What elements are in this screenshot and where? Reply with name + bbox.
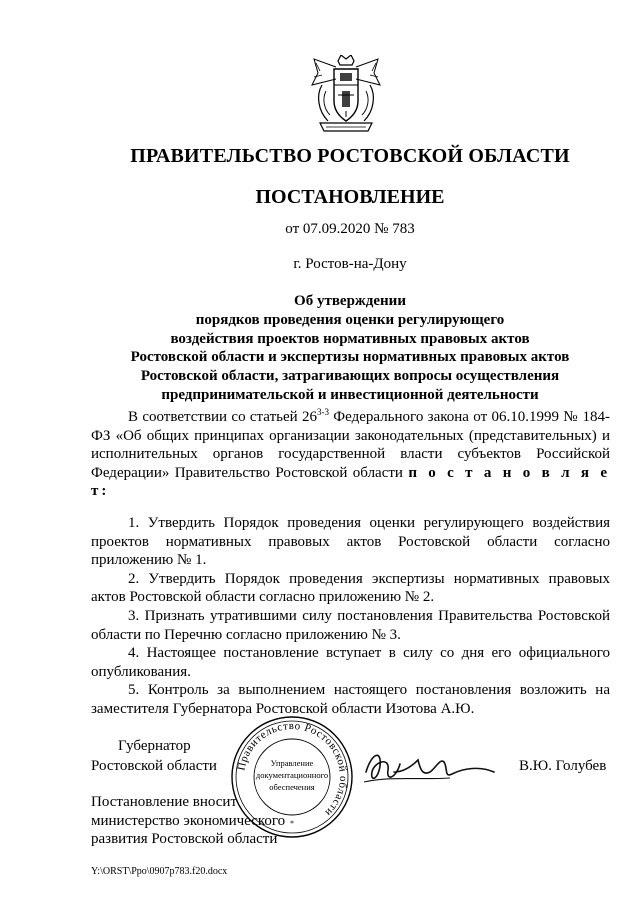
document-type: ПОСТАНОВЛЕНИЕ bbox=[255, 186, 445, 208]
stamp-center-line: документационного bbox=[255, 770, 329, 780]
resolution-item: 4. Настоящее постановление вступает в силу со дня его официального опубликования. bbox=[91, 645, 610, 680]
subject-line: предпринимательской и инвестиционной деятельности bbox=[161, 386, 539, 403]
stamp-ring-text: Правительство Ростовской области bbox=[235, 719, 350, 819]
article-superscript: 3-3 bbox=[316, 407, 329, 417]
document-city: г. Ростов-на-Дону bbox=[293, 256, 407, 272]
resolves-word: п о с т а н о в л я е т: bbox=[91, 464, 610, 500]
stamp-center-line: Управление bbox=[270, 758, 314, 768]
subject-line: Об утверждении bbox=[294, 293, 406, 309]
resolution-item: 1. Утвердить Порядок проведения оценки регулирующего воздействия проектов нормативных правовых актов Ростовской области согласно приложению № 1. bbox=[91, 515, 610, 569]
introducer-note bbox=[91, 793, 285, 849]
resolution-item: 5. Контроль за выполнением настоящего постановления возложить на заместителя Губернатора Ростовской области Изотова А.Ю. bbox=[91, 682, 610, 717]
subject-line: воздействия проектов нормативных правовых актов bbox=[170, 330, 530, 347]
handwritten-signature-icon bbox=[360, 742, 500, 790]
resolution-items bbox=[91, 514, 610, 719]
introducer-line: развития Ростовской области bbox=[91, 831, 278, 848]
svg-text:*: * bbox=[290, 819, 294, 828]
document-subject bbox=[0, 292, 640, 405]
preamble-text-start: В соответствии со статьей 26 bbox=[128, 409, 317, 425]
introducer-line: Постановление вносит bbox=[91, 794, 238, 810]
subject-line: Ростовской области и экспертизы нормативных правовых актов bbox=[130, 349, 570, 366]
subject-line: Ростовской области, затрагивающих вопросы осуществления bbox=[140, 368, 560, 385]
file-path: Y:\ORST\Ppo\0907p783.f20.docx bbox=[91, 866, 228, 877]
coat-of-arms-icon bbox=[308, 55, 384, 135]
signatory-region: Ростовской области bbox=[91, 758, 217, 774]
preamble-text-end: Федерального закона от 06.10.1999 № 184-ФЗ «Об общих принципах организации законодательных (представительных) и исполнительных органов государственной власти субъектов Российской Федерации» Правительство Ростовской области bbox=[91, 409, 611, 481]
signatory-name: В.Ю. Голубев bbox=[519, 758, 607, 774]
resolution-item: 3. Признать утратившими силу постановления Правительства Ростовской области по Перечню согласно приложению № 3. bbox=[91, 607, 610, 643]
resolution-item: 2. Утвердить Порядок проведения экспертизы нормативных правовых актов Ростовской области согласно приложению № 2. bbox=[91, 570, 610, 606]
stamp-center-line: обеспечения bbox=[269, 782, 315, 792]
preamble-paragraph bbox=[91, 408, 610, 501]
signatory-role: Губернатор bbox=[118, 738, 191, 754]
document-date-number: от 07.09.2020 № 783 bbox=[285, 221, 415, 237]
subject-line: порядков проведения оценки регулирующего bbox=[195, 311, 505, 328]
government-title: ПРАВИТЕЛЬСТВО РОСТОВСКОЙ ОБЛАСТИ bbox=[130, 145, 570, 167]
introducer-line: министерство экономического bbox=[91, 812, 286, 829]
